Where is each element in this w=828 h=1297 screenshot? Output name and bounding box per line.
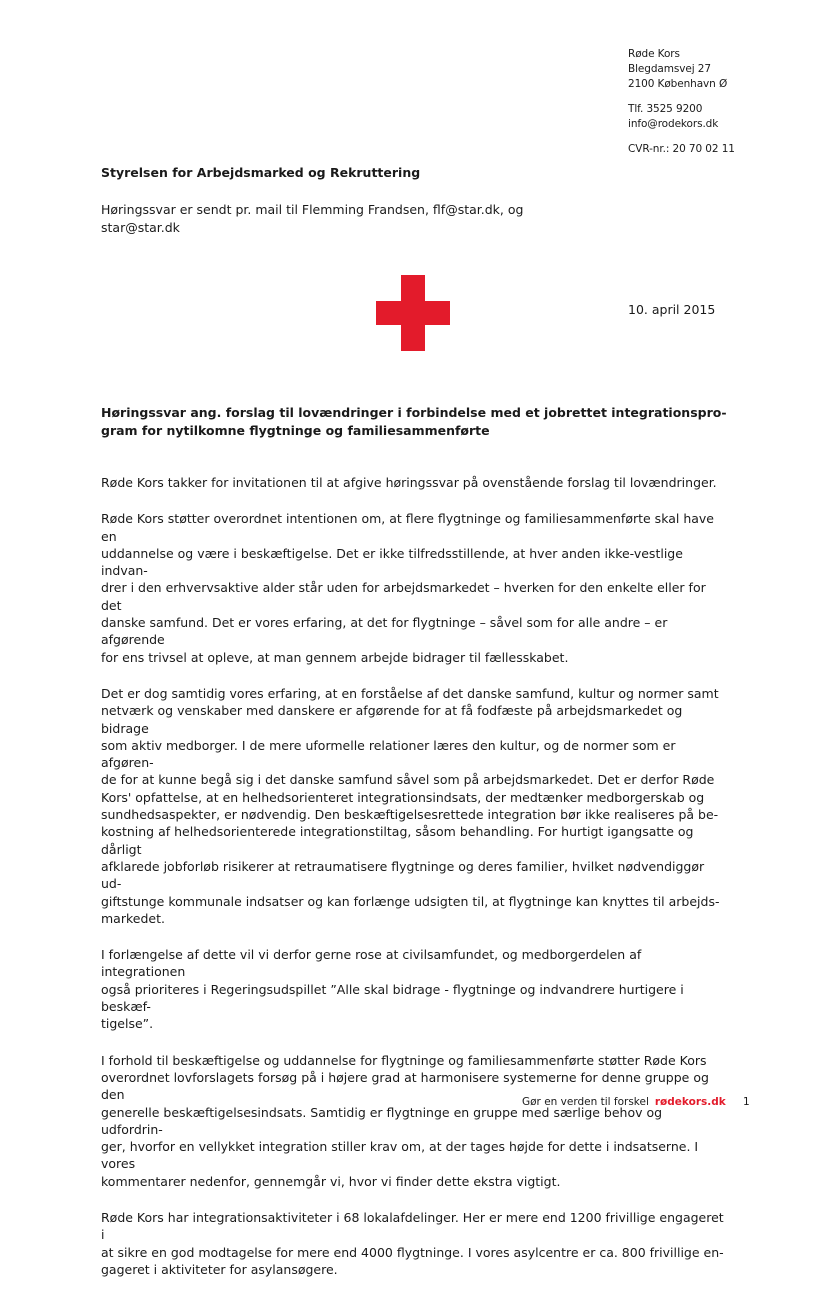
sender-address bbox=[628, 47, 735, 157]
letter-subject: Høringssvar ang. forslag til lovændringer i forbindelse med et jobrettet integrationspro- gram for nytilkomne flygtninge og familiesammenførte bbox=[101, 405, 727, 438]
page-number: 1 bbox=[743, 1096, 750, 1108]
sender-org-name: Røde Kors bbox=[628, 48, 680, 60]
recipient-name: Styrelsen for Arbejdsmarked og Rekruttering bbox=[101, 165, 421, 180]
footer-website-link[interactable]: rødekors.dk bbox=[654, 1096, 726, 1108]
footer bbox=[522, 1096, 726, 1108]
sender-email: info@rodekors.dk bbox=[628, 118, 719, 130]
red-cross-horizontal-bar bbox=[376, 301, 450, 325]
body-paragraph: I forhold til beskæftigelse og uddannelse for flygtninge og familiesammenførte støtter Røde Kors overordnet lovforslagets forsøg på i højere grad at harmonisere systemerne for denne gruppe og den generelle beskæftigelsesindsats. Samtidig er flygtninge en gruppe med særlige behov og udfordrin- ger, hvorfor en vellykket integration stiller krav om, at der tages højde for dette i indsatserne. I vores kommentarer nedenfor, gennemgår vi, hvor vi finder dette ekstra vigtigt. bbox=[101, 1052, 709, 1189]
sent-note: Høringssvar er sendt pr. mail til Flemming Frandsen, flf@star.dk, og star@star.dk bbox=[101, 202, 524, 235]
sender-cvr: CVR-nr.: 20 70 02 11 bbox=[628, 143, 735, 155]
red-cross-icon bbox=[376, 275, 450, 351]
body-paragraph: Det er dog samtidig vores erfaring, at en forståelse af det danske samfund, kultur og normer samt netværk og venskaber med danskere er afgørende for at få fodfæste på arbejdsmarkedet og bidrage som aktiv medborger. I de mere uformelle relationer læres den kultur, og de normer som er afgøren- de for at kunne begå sig i det danske samfund såvel som på arbejdsmarkedet. Det er derfor Røde Kors' opfattelse, at en helhedsorienteret integrationsindsats, der medtænker medborgerskab og sundhedsaspekter, er nødvendig. Den beskæftigelsesrettede integration bør ikke realiseres på be- kostning af helhedsorienterede integrationstiltag, såsom behandling. For hurtigt igangsatte og dårligt afklarede jobforløb risikerer at retraumatisere flygtninge og deres familier, hvilket nødvendiggør ud- giftstunge kommunale indsatser og kan forlænge udsigten til, at flygtninge kan knyttes til arbejds- markedet. bbox=[101, 685, 720, 926]
body-paragraph: Røde Kors har integrationsaktiviteter i 68 lokalafdelinger. Her er mere end 1200 frivillige engageret i at sikre en god modtagelse for mere end 4000 flygtninge. I vores asylcentre er ca. 800 frivillige en- gageret i aktiviteter for asylansøgere. bbox=[101, 1209, 724, 1277]
body-paragraph: I forlængelse af dette vil vi derfor gerne rose at civilsamfundet, og medborgerdelen af integrationen også prioriteres i Regeringsudspillet ”Alle skal bidrage - flygtninge og indvandrere hurtigere i beskæf- tigelse”. bbox=[101, 947, 684, 1032]
footer-slogan: Gør en verden til forskel bbox=[522, 1096, 649, 1108]
sender-street: Blegdamsvej 27 bbox=[628, 63, 711, 75]
letter-body bbox=[101, 474, 727, 1297]
sender-city: 2100 København Ø bbox=[628, 78, 728, 90]
letter-date: 10. april 2015 bbox=[628, 302, 716, 317]
body-paragraph: Røde Kors takker for invitationen til at afgive høringssvar på ovenstående forslag til lovændringer. bbox=[101, 475, 717, 490]
sender-phone: Tlf. 3525 9200 bbox=[628, 103, 703, 115]
body-paragraph: Røde Kors støtter overordnet intentionen om, at flere flygtninge og familiesammenførte skal have en uddannelse og være i beskæftigelse. Det er ikke tilfredsstillende, at hver anden ikke-vestlige indvan- drer i den erhvervsaktive alder står uden for arbejdsmarkedet – hverken for den enkelte eller for det danske samfund. Det er vores erfaring, at det for flygtninge – såvel som for alle andre – er afgørende for ens trivsel at opleve, at man gennem arbejde bidrager til fællesskabet. bbox=[101, 511, 714, 665]
